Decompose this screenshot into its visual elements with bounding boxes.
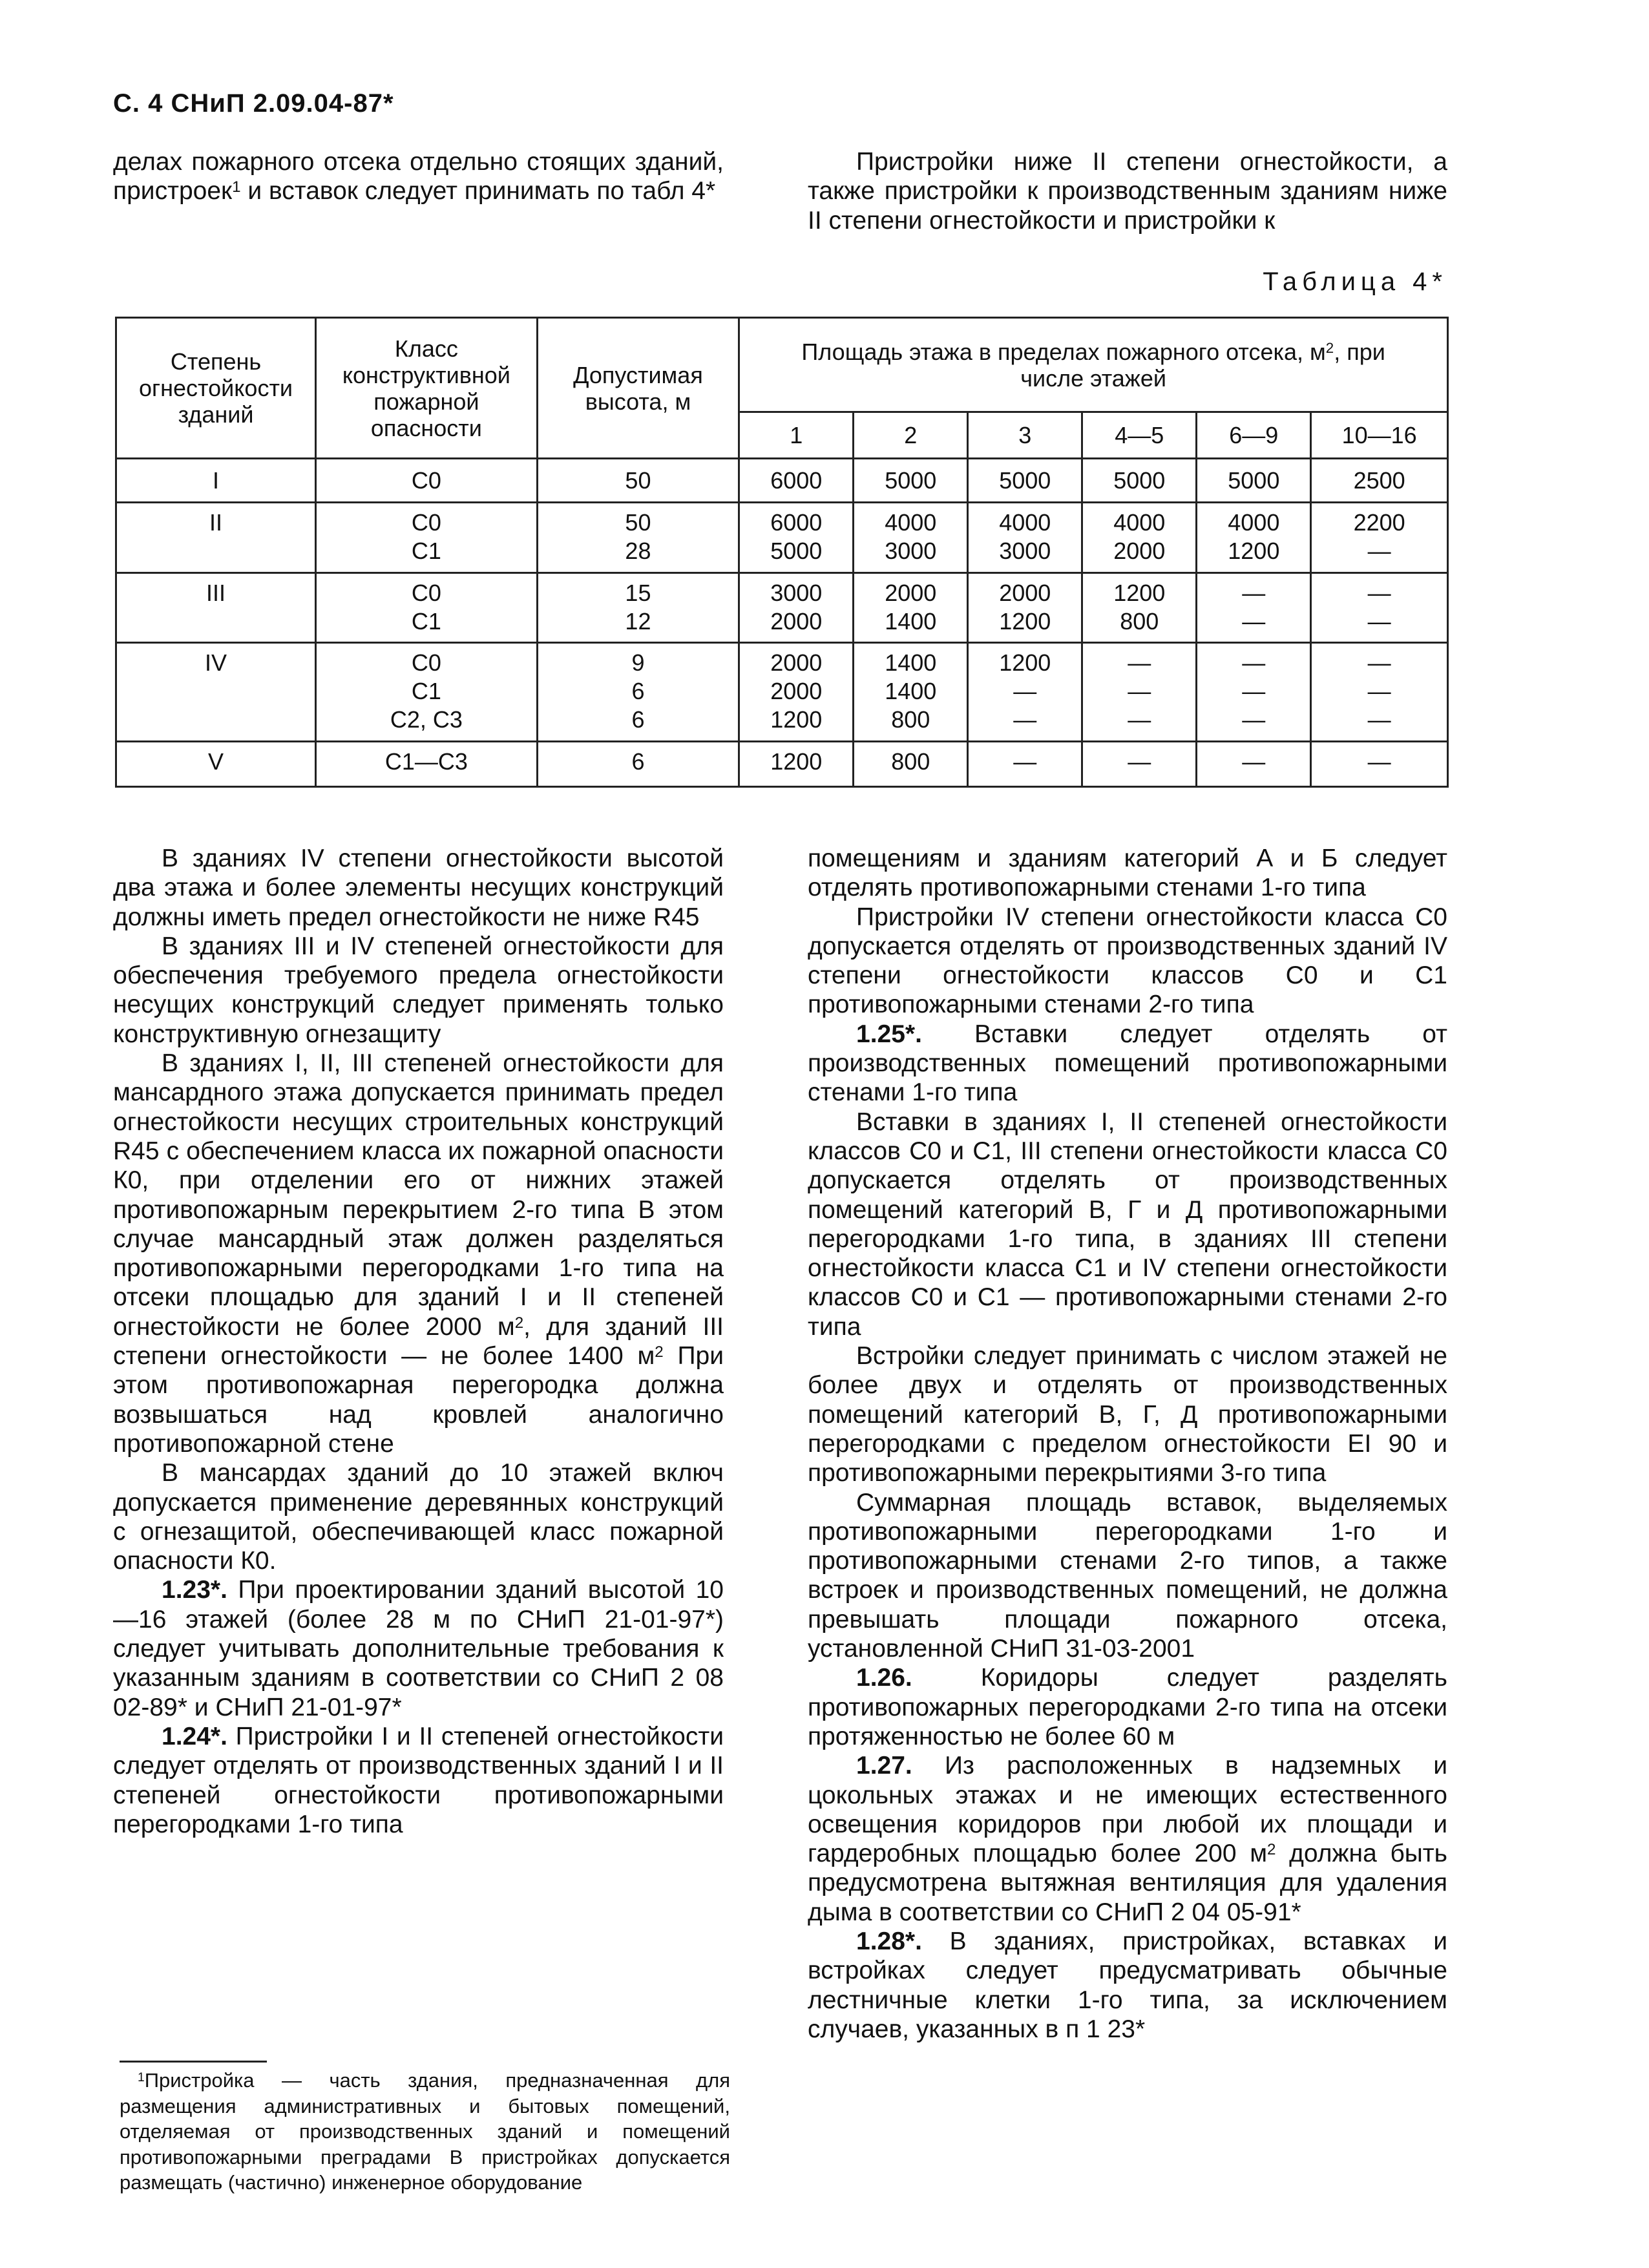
header-class: Класс конструктивной пожарной опасности: [316, 318, 538, 459]
cell-area-line: 1200: [1228, 538, 1280, 564]
cell-height: [537, 503, 739, 573]
cell-area: [1311, 573, 1448, 643]
intro-left-paragraph: делах пожарного отсека отдельно стоящих зданий, пристроек$^1$ и вставок следует принимать по табл 4*: [113, 148, 724, 205]
cell-area: [1311, 459, 1448, 503]
cell-area-line: —: [1013, 748, 1037, 775]
cell-area-line: 2000: [885, 580, 937, 606]
table-row: [116, 459, 1448, 503]
cell-area-line: —: [1367, 608, 1391, 635]
intro-right: [808, 147, 1447, 235]
cell-area-line: 4000: [1228, 509, 1280, 536]
cell-class-line: С1: [411, 678, 441, 704]
cell-area-line: —: [1128, 748, 1151, 775]
cell-area-line: 4000: [999, 509, 1051, 536]
cell-area: [739, 643, 854, 742]
cell-class-line: С1: [411, 608, 441, 635]
intro-right-paragraph: Пристройки ниже II степени огнестойкости, а также пристройки к производственным зданиям ниже II степени огнестойкости и пристройки к: [808, 148, 1447, 235]
cell-area: [854, 643, 968, 742]
cell-area: [739, 742, 854, 787]
cell-area: [1311, 643, 1448, 742]
header-area: Площадь этажа в пределах пожарного отсека, $м^2$, при числе этажей: [739, 318, 1448, 412]
cell-degree: IV: [116, 643, 316, 742]
cell-area: [968, 459, 1082, 503]
paragraph: 1.25*. Вставки следует отделять от производственных помещений противопожарными стенами 1-го типа: [808, 1020, 1447, 1107]
cell-degree: II: [116, 503, 316, 573]
cell-height-line: 12: [625, 608, 651, 635]
cell-area-line: —: [1367, 580, 1391, 606]
cell-area: [854, 742, 968, 787]
table-row: [116, 573, 1448, 643]
cell-area-line: 5000: [999, 467, 1051, 494]
cell-area-line: 2000: [1113, 538, 1166, 564]
cell-area-line: 3000: [885, 538, 937, 564]
cell-area: [1197, 459, 1311, 503]
cell-area-line: 2500: [1353, 467, 1405, 494]
cell-area-line: 3000: [770, 580, 823, 606]
cell-area-line: 5000: [770, 538, 823, 564]
cell-area: [968, 503, 1082, 573]
page-header: С. 4 СНиП 2.09.04-87*: [113, 89, 394, 118]
paragraph: В зданиях I, II, III степеней огнестойкости для мансардного этажа допускается принимать предел огнестойкости несущих строительных конструкций R45 с обеспечением класса их пожарной опасности К0, при отделении его от нижних этажей противопожарным перекрытием 2-го типа В этом случае мансардный этаж должен разделяться противопожарными перегородками 1-го типа на отсеки площадью для зданий I и II степеней огнестойкости не более 2000 $м^2$, для зданий III степени огнестойкости — не более 1400 $м^2$ При этом противопожарная перегородка должна возвышаться над кровлей аналогично противопожарной стене: [113, 1049, 724, 1458]
cell-area: [854, 503, 968, 573]
cell-area-line: 2200: [1353, 509, 1405, 536]
cell-area: [1197, 742, 1311, 787]
header-height: Допустимая высота, м: [537, 318, 739, 459]
cell-class-line: С0: [411, 467, 441, 494]
cell-area: [1311, 742, 1448, 787]
cell-class: [316, 742, 538, 787]
cell-area: [739, 573, 854, 643]
cell-area-line: 2000: [770, 678, 823, 704]
cell-area: [1082, 643, 1197, 742]
cell-area-line: 1200: [999, 608, 1051, 635]
cell-area-line: 5000: [1228, 467, 1280, 494]
cell-area-line: 6000: [770, 509, 823, 536]
paragraph: В мансардах зданий до 10 этажей включ допускается применение деревянных конструкций с огнезащитой, обеспечивающей класс пожарной опасности К0.: [113, 1459, 724, 1575]
cell-area: [854, 573, 968, 643]
cell-area-line: —: [1367, 649, 1391, 676]
cell-area-line: 6000: [770, 467, 823, 494]
cell-area-line: —: [1128, 706, 1151, 733]
paragraph: В зданиях IV степени огнестойкости высотой два этажа и более элементы несущих конструкций должны иметь предел огнестойкости не ниже R45: [113, 845, 724, 931]
paragraph: 1.28*. В зданиях, пристройках, вставках и встройках следует предусматривать обычные лестничные клетки 1-го типа, за исключением случаев, указанных в п 1 23*: [808, 1927, 1447, 2043]
cell-area-line: —: [1013, 706, 1037, 733]
cell-area-line: 1200: [1113, 580, 1166, 606]
cell-area-line: —: [1242, 580, 1266, 606]
header-floors-3: 3: [968, 412, 1082, 459]
cell-area-line: —: [1367, 538, 1391, 564]
cell-height-line: 28: [625, 538, 651, 564]
cell-area-line: 800: [891, 748, 930, 775]
cell-height-line: 6: [631, 706, 645, 733]
header-floors-1: 1: [739, 412, 854, 459]
table-row: [116, 742, 1448, 787]
cell-height: [537, 643, 739, 742]
paragraph: 1.23*. При проектировании зданий высотой 10—16 этажей (более 28 м по СНиП 21-01-97*) следует учитывать дополнительные требования к указанным зданиям в соответствии со СНиП 2 08 02-89* и СНиП 21-01-97*: [113, 1576, 724, 1721]
cell-area-line: 1400: [885, 608, 937, 635]
cell-area: [1311, 503, 1448, 573]
cell-height-line: 50: [625, 467, 651, 494]
right-column: [808, 844, 1447, 2044]
cell-area-line: —: [1242, 706, 1266, 733]
cell-class-line: С0: [411, 649, 441, 676]
cell-area-line: 2000: [770, 649, 823, 676]
paragraph: Вставки в зданиях I, II степеней огнестойкости классов С0 и С1, III степени огнестойкости класса С0 допускается отделять от производственных помещений категорий В, Г и Д противопожарными перегородками 1-го типа, в зданиях III степени огнестойкости класса С1 и IV степени огнестойкости классов С0 и С1 — противопожарными стенами 2-го типа: [808, 1108, 1447, 1341]
cell-area: [1197, 643, 1311, 742]
cell-class-line: С0: [411, 580, 441, 606]
cell-area-line: —: [1367, 748, 1391, 775]
cell-height-line: 6: [631, 748, 645, 775]
cell-height-line: 50: [625, 509, 651, 536]
cell-class: [316, 573, 538, 643]
cell-area-line: 1200: [770, 748, 823, 775]
header-floors-6: 10—16: [1311, 412, 1448, 459]
cell-class-line: С1—С3: [384, 748, 468, 775]
cell-area-line: —: [1242, 678, 1266, 704]
paragraph: В зданиях III и IV степеней огнестойкости для обеспечения требуемого предела огнестойкости несущих конструкций следует применять только конструктивную огнезащиту: [113, 932, 724, 1048]
cell-class-line: С1: [411, 538, 441, 564]
cell-area-line: 3000: [999, 538, 1051, 564]
footnote-text: $^1$Пристройка — часть здания, предназначенная для размещения административных и бытовых помещений, отделяемая от производственных зданий и помещений противопожарными преградами В пристройках допускается размещать (частично) инженерное оборудование: [120, 2069, 730, 2194]
cell-height-line: 6: [631, 678, 645, 704]
cell-area-line: —: [1242, 608, 1266, 635]
cell-area: [968, 643, 1082, 742]
cell-area-line: 1400: [885, 649, 937, 676]
cell-area-line: 5000: [885, 467, 937, 494]
cell-area-line: —: [1367, 678, 1391, 704]
cell-area-line: —: [1128, 678, 1151, 704]
cell-area: [739, 503, 854, 573]
header-floors-5: 6—9: [1197, 412, 1311, 459]
cell-area: [1082, 573, 1197, 643]
intro-left: [113, 147, 724, 206]
cell-area-line: 2000: [770, 608, 823, 635]
paragraph: 1.26. Коридоры следует разделять противопожарных перегородками 2-го типа на отсеки протяженностью не более 60 м: [808, 1664, 1447, 1750]
cell-area: [968, 573, 1082, 643]
table-row: [116, 643, 1448, 742]
header-floors-2: 2: [854, 412, 968, 459]
cell-area-line: 4000: [1113, 509, 1166, 536]
cell-class: [316, 459, 538, 503]
cell-class: [316, 643, 538, 742]
cell-area: [1197, 503, 1311, 573]
paragraph: Встройки следует принимать с числом этажей не более двух и отделять от производственных помещений категорий В, Г, Д противопожарными перегородками с пределом огнестойкости EI 90 и противопожарными перекрытиями 3-го типа: [808, 1342, 1447, 1487]
cell-degree: V: [116, 742, 316, 787]
cell-area: [1082, 459, 1197, 503]
cell-degree: III: [116, 573, 316, 643]
cell-class: [316, 503, 538, 573]
cell-area: [1082, 742, 1197, 787]
header-degree: Степень огнестойкости зданий: [116, 318, 316, 459]
cell-area-line: 2000: [999, 580, 1051, 606]
cell-area: [1082, 503, 1197, 573]
cell-area-line: 800: [891, 706, 930, 733]
paragraph: 1.27. Из расположенных в надземных и цокольных этажах и не имеющих естественного освещения коридоров при любой их площади и гардеробных площадью более 200 $м^2$ должна быть предусмотрена вытяжная вентиляция для удаления дыма в соответствии со СНиП 2 04 05-91*: [808, 1752, 1447, 1926]
table-caption: Таблица 4*: [1263, 268, 1447, 296]
cell-height: [537, 459, 739, 503]
cell-area-line: 1200: [999, 649, 1051, 676]
footnote-divider: [120, 2061, 267, 2063]
paragraph: Пристройки IV степени огнестойкости класса С0 допускается отделять от производственных зданий IV степени огнестойкости классов С0 и С1 противопожарными стенами 2-го типа: [808, 903, 1447, 1019]
table-row: [116, 503, 1448, 573]
cell-area-line: 1200: [770, 706, 823, 733]
cell-height: [537, 742, 739, 787]
left-column: [113, 844, 724, 1839]
cell-height-line: 9: [631, 649, 645, 676]
cell-area-line: —: [1242, 649, 1266, 676]
cell-area: [854, 459, 968, 503]
paragraph: помещениям и зданиям категорий А и Б следует отделять противопожарными стенами 1-го типа: [808, 845, 1447, 902]
cell-height: [537, 573, 739, 643]
cell-area-line: 4000: [885, 509, 937, 536]
cell-area-line: 800: [1120, 608, 1159, 635]
paragraph: Суммарная площадь вставок, выделяемых противопожарными перегородками 1-го и противопожарными стенами 2-го типов, а также встроек и производственных помещений, не должна превышать площади пожарного отсека, установленной СНиП 31-03-2001: [808, 1488, 1447, 1663]
cell-area: [1197, 573, 1311, 643]
cell-area: [739, 459, 854, 503]
cell-area-line: 1400: [885, 678, 937, 704]
cell-degree: I: [116, 459, 316, 503]
cell-class-line: С0: [411, 509, 441, 536]
footnote: [120, 2068, 730, 2196]
paragraph: 1.24*. Пристройки I и II степеней огнестойкости следует отделять от производственных зданий I и II степеней огнестойкости противопожарными перегородками 1-го типа: [113, 1722, 724, 1838]
cell-class-line: С2, С3: [390, 706, 463, 733]
cell-area: [968, 742, 1082, 787]
cell-area-line: —: [1013, 678, 1037, 704]
cell-area-line: —: [1367, 706, 1391, 733]
header-floors-4: 4—5: [1082, 412, 1197, 459]
fire-compartment-table: [115, 317, 1449, 788]
cell-height-line: 15: [625, 580, 651, 606]
cell-area-line: —: [1242, 748, 1266, 775]
cell-area-line: —: [1128, 649, 1151, 676]
cell-area-line: 5000: [1113, 467, 1166, 494]
